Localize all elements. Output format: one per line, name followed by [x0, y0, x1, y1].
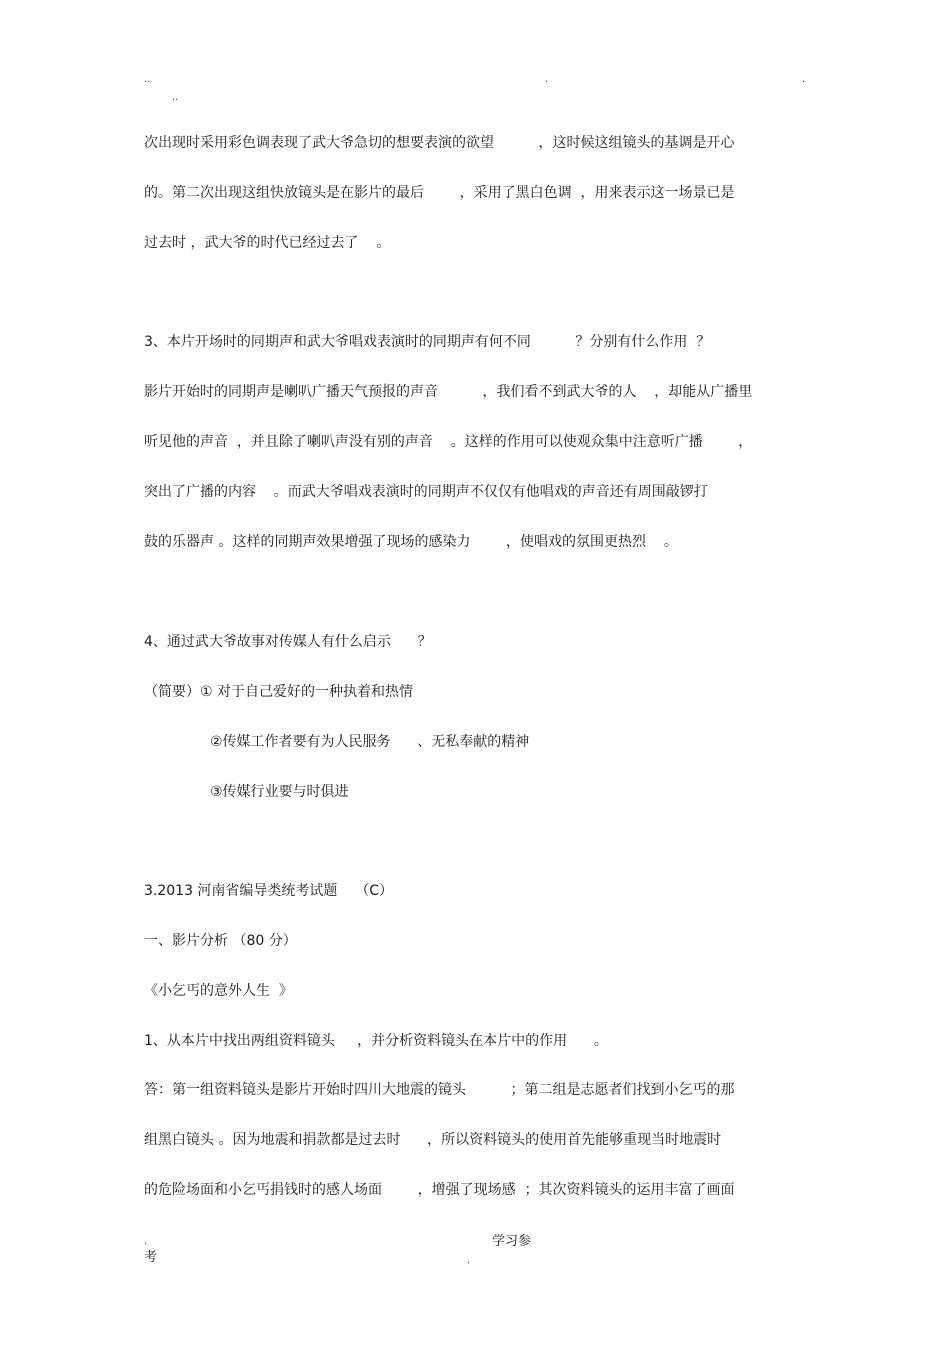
- paragraph-line: 的危险场面和小乞丐捐钱时的感人场面 ，增强了现场感 ；其次资料镜头的运用丰富了画面: [144, 1182, 735, 1198]
- paragraph-line: 过去时 ，武大爷的时代已经过去了 。: [144, 235, 391, 251]
- question-heading: 1、从本片中找出两组资料镜头 ，并分析资料镜头在本片中的作用 。: [144, 1033, 608, 1049]
- answer-line: （简要）① 对于自己爱好的一种执着和热情: [144, 684, 413, 700]
- footer-text: 学习参: [492, 1234, 532, 1249]
- footer-mark: .: [467, 1255, 471, 1266]
- film-title: 《小乞丐的意外人生 》: [144, 983, 293, 999]
- header-mark: .: [545, 74, 549, 85]
- header-mark: ..: [144, 74, 151, 85]
- question-heading: 3、本片开场时的同期声和武大爷唱戏表演时的同期声有何不同 ？分别有什么作用 ？: [144, 334, 711, 350]
- section-heading: 一、影片分析 （80 分）: [144, 933, 297, 949]
- paragraph-line: 听见他的声音 ，并且除了喇叭声没有别的声音 。这样的作用可以使观众集中注意听广播 ，: [144, 434, 753, 450]
- header-mark: .: [802, 74, 806, 85]
- footer-mark: .: [144, 1236, 148, 1247]
- paragraph-line: 影片开始时的同期声是喇叭广播天气预报的声音 ，我们看不到武大爷的人 ，却能从广播里: [144, 384, 753, 400]
- section-heading: 3.2013 河南省编导类统考试题 （C）: [144, 883, 394, 899]
- answer-line: ②传媒工作者要有为人民服务 、无私奉献的精神: [210, 734, 530, 750]
- paragraph-line: 次出现时采用彩色调表现了武大爷急切的想要表演的欲望 ，这时候这组镜头的基调是开心: [144, 135, 735, 151]
- paragraph-line: 的。第二次出现这组快放镜头是在影片的最后 ，采用了黑白色调 ，用来表示这一场景已是: [144, 185, 735, 201]
- header-mark: ..: [172, 92, 179, 103]
- footer-text: 考: [144, 1250, 158, 1265]
- paragraph-line: 组黑白镜头 。因为地震和捐款都是过去时 ，所以资料镜头的使用首先能够重现当时地震时: [144, 1132, 722, 1148]
- paragraph-line: 鼓的乐器声 。这样的同期声效果增强了现场的感染力 ，使唱戏的氛围更热烈 。: [144, 534, 678, 550]
- answer-line: ③传媒行业要与时俱进: [210, 784, 349, 800]
- question-heading: 4、通过武大爷故事对传媒人有什么启示 ？: [144, 634, 432, 650]
- paragraph-line: 突出了广播的内容 。而武大爷唱戏表演时的同期声不仅仅有他唱戏的声音还有周围敲锣打: [144, 484, 708, 500]
- paragraph-line: 答：第一组资料镜头是影片开始时四川大地震的镜头 ；第二组是志愿者们找到小乞丐的那: [144, 1082, 735, 1098]
